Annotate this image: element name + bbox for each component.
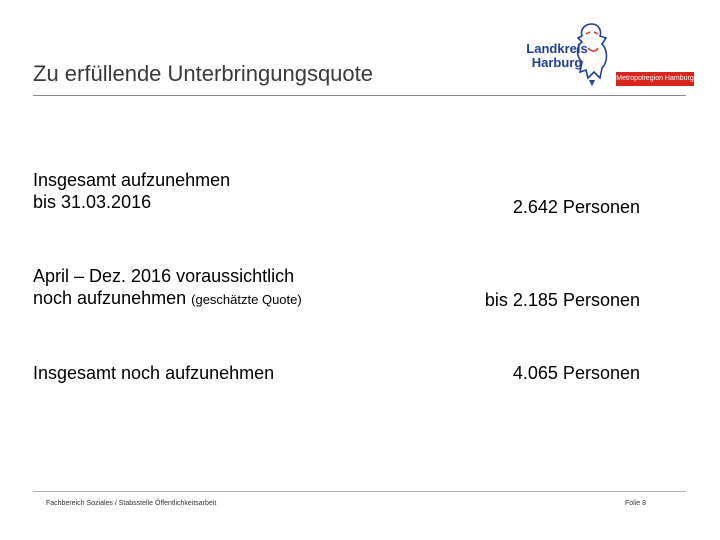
landkreis-harburg-logo	[510, 20, 696, 92]
header-divider	[33, 95, 686, 96]
row-3-value: 4.065 Personen	[512, 363, 640, 383]
row-2-label	[33, 265, 302, 311]
logo-wordmark	[514, 42, 600, 70]
row-2-label-line-2-text: noch aufzunehmen	[33, 288, 187, 308]
slide-number: Folie 8	[624, 500, 646, 507]
footer-divider	[33, 491, 686, 492]
logo-line-1: Landkreis	[526, 41, 588, 56]
footer-department: Fachbereich Soziales / Stabsstelle Öffentlichkeitsarbeit	[46, 500, 217, 507]
row-2-label-line-1: April – Dez. 2016 voraussichtlich	[33, 266, 295, 286]
row-1-label	[33, 169, 230, 213]
row-2-value: bis 2.185 Personen	[484, 290, 640, 310]
row-2-label-line-2	[33, 287, 302, 311]
row-3-label	[33, 362, 274, 384]
logo-tagline: Metropolregion Hamburg	[616, 72, 694, 86]
row-1-label-line-2: bis 31.03.2016	[33, 192, 152, 212]
row-1-value: 2.642 Personen	[512, 197, 640, 217]
logo-line-2: Harburg	[531, 55, 583, 70]
row-1-label-line-1: Insgesamt aufzunehmen	[33, 170, 231, 190]
page-title: Zu erfüllende Unterbringungsquote	[33, 61, 374, 86]
row-2-label-note: (geschätzte Quote)	[191, 292, 302, 307]
row-3-label-line-1: Insgesamt noch aufzunehmen	[33, 363, 275, 383]
